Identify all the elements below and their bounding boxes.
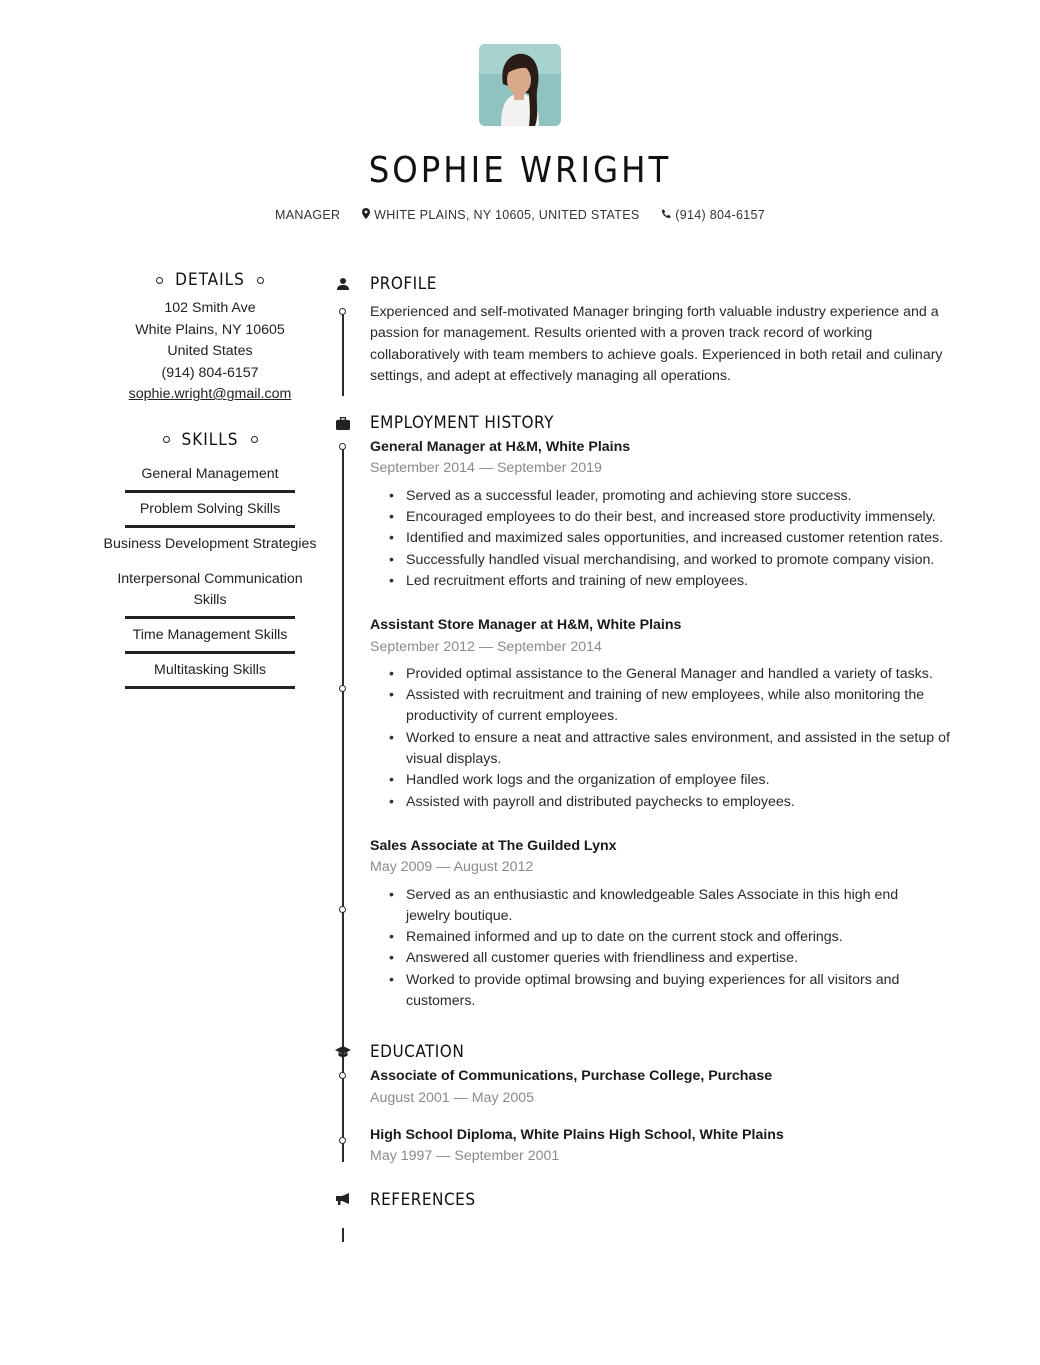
timeline-line	[342, 1076, 344, 1162]
skills-heading-text: SKILLS	[181, 429, 239, 450]
bullet-item: • Successfully handled visual merchandising, and worked to promote company vision.	[406, 550, 946, 571]
timeline-line	[342, 447, 344, 1087]
references-heading	[334, 1186, 954, 1214]
job-bullets	[370, 664, 954, 813]
email-link[interactable]: sophie.wright@gmail.com	[128, 386, 292, 402]
education-entry	[370, 1066, 954, 1109]
skill-item	[95, 528, 325, 563]
header-info	[0, 208, 1040, 222]
heading-dot-icon	[251, 436, 258, 443]
skill-level-bar	[125, 686, 295, 689]
education-section	[334, 1038, 954, 1167]
phone-info	[661, 208, 765, 222]
job-title: General Manager at H&M, White Plains	[370, 439, 631, 456]
skill-name: General Management	[141, 465, 279, 482]
degree-title: High School Diploma, White Plains High School, White Plains	[370, 1126, 784, 1143]
phone-text: (914) 804-6157	[675, 208, 765, 222]
degree-dates: August 2001 — May 2005	[370, 1089, 535, 1106]
job-entry	[370, 615, 954, 813]
left-column	[95, 270, 325, 689]
timeline-dot	[339, 906, 346, 913]
education-entry	[370, 1125, 954, 1168]
job-title: Assistant Store Manager at H&M, White Plains	[370, 617, 682, 634]
skill-item	[110, 654, 310, 689]
job-entry	[370, 836, 954, 1012]
location-text: WHITE PLAINS, NY 10605, UNITED STATES	[374, 208, 640, 222]
address-line-2: White Plains, NY 10605	[135, 321, 285, 338]
degree-title: Associate of Communications, Purchase College, Purchase	[370, 1068, 773, 1085]
phone-icon	[661, 209, 671, 222]
bullet-item: • Worked to ensure a neat and attractive sales environment, and assisted in the setup of visual displays.	[406, 728, 966, 771]
profile-heading	[334, 270, 954, 298]
heading-dot-icon	[156, 277, 163, 284]
bullet-item: • Encouraged employees to do their best, and increased store productivity immensely.	[406, 507, 946, 528]
bullet-item: • Handled work logs and the organization of employee files.	[406, 770, 946, 791]
bullet-item: • Answered all customer queries with friendliness and expertise.	[406, 948, 946, 969]
skill-name: Multitasking Skills	[154, 661, 266, 678]
bullet-item: • Served as an enthusiastic and knowledgeable Sales Associate in this high end jewelry boutique.	[406, 885, 946, 928]
employment-heading	[334, 409, 954, 437]
bullet-item: • Assisted with payroll and distributed paychecks to employees.	[406, 792, 946, 813]
bullet-item: • Provided optimal assistance to the General Manager and handled a variety of tasks.	[406, 664, 966, 685]
degree-dates: May 1997 — September 2001	[370, 1148, 560, 1165]
skill-item	[110, 619, 310, 654]
job-dates: September 2014 — September 2019	[370, 460, 602, 477]
timeline-dot	[339, 308, 346, 315]
timeline-dot	[339, 443, 346, 450]
timeline-line	[342, 1228, 344, 1242]
heading-dot-icon	[163, 436, 170, 443]
person-icon	[334, 275, 352, 293]
skill-item	[110, 563, 310, 619]
details-heading-text: DETAILS	[175, 270, 245, 290]
job-dates: May 2009 — August 2012	[370, 859, 534, 876]
profile-heading-text: PROFILE	[370, 274, 437, 294]
graduation-cap-icon	[334, 1043, 352, 1061]
bullet-item: • Assisted with recruitment and training of new employees, while also monitoring the productivity of current employees.	[406, 685, 946, 728]
bullet-item: • Led recruitment efforts and training of new employees.	[406, 571, 946, 592]
briefcase-icon	[334, 414, 352, 432]
bullet-item: • Worked to provide optimal browsing and buying experiences for all visitors and customers.	[406, 970, 946, 1013]
profile-photo	[479, 44, 561, 126]
skill-name: Business Development Strategies	[103, 535, 317, 552]
skill-item	[110, 458, 310, 493]
details-heading	[95, 270, 325, 290]
skill-item	[110, 493, 310, 528]
details-phone: (914) 804-6157	[161, 364, 259, 381]
skill-name: Problem Solving Skills	[139, 500, 281, 517]
bullet-item: • Identified and maximized sales opportunities, and increased customer retention rates.	[406, 528, 946, 549]
job-bullets	[370, 885, 954, 1013]
location-info	[362, 208, 643, 222]
candidate-name: SOPHIE WRIGHT	[368, 150, 672, 191]
job-title: MANAGER	[275, 208, 341, 222]
job-title: Sales Associate at The Guilded Lynx	[370, 837, 617, 854]
skill-name: Interpersonal Communication Skills	[117, 570, 303, 608]
heading-dot-icon	[257, 277, 264, 284]
right-column	[334, 270, 954, 1244]
skill-name: Time Management Skills	[132, 626, 288, 643]
address-line-1: 102 Smith Ave	[164, 300, 256, 316]
location-pin-icon	[362, 208, 370, 222]
timeline-dot	[339, 685, 346, 692]
education-heading	[334, 1038, 954, 1066]
education-heading-text: EDUCATION	[370, 1042, 465, 1063]
profile-section	[334, 270, 954, 387]
job-dates: September 2012 — September 2014	[370, 638, 602, 655]
job-bullets	[370, 486, 954, 592]
profile-summary: Experienced and self-motivated Manager bringing forth valuable industry experience and a passion for management. Results oriented with a proven track record of working collaboratively with team members to achieve goals. Experienced in both retail and culinary settings, and adept at effectively managing all operations.	[370, 304, 943, 384]
job-entry	[370, 437, 954, 592]
employment-section	[334, 409, 954, 1012]
references-section	[334, 1186, 954, 1244]
timeline-dot	[339, 1137, 346, 1144]
timeline-line	[342, 312, 344, 396]
employment-heading-text: EMPLOYMENT HISTORY	[370, 413, 554, 434]
references-heading-text: REFERENCES	[370, 1189, 476, 1210]
bullet-item: • Remained informed and up to date on the current stock and offerings.	[406, 927, 946, 948]
country: United States	[167, 343, 253, 359]
bullet-item: • Served as a successful leader, promoting and achieving store success.	[406, 486, 946, 507]
timeline-dot	[339, 1072, 346, 1079]
megaphone-icon	[334, 1191, 352, 1209]
skills-heading	[95, 430, 325, 450]
